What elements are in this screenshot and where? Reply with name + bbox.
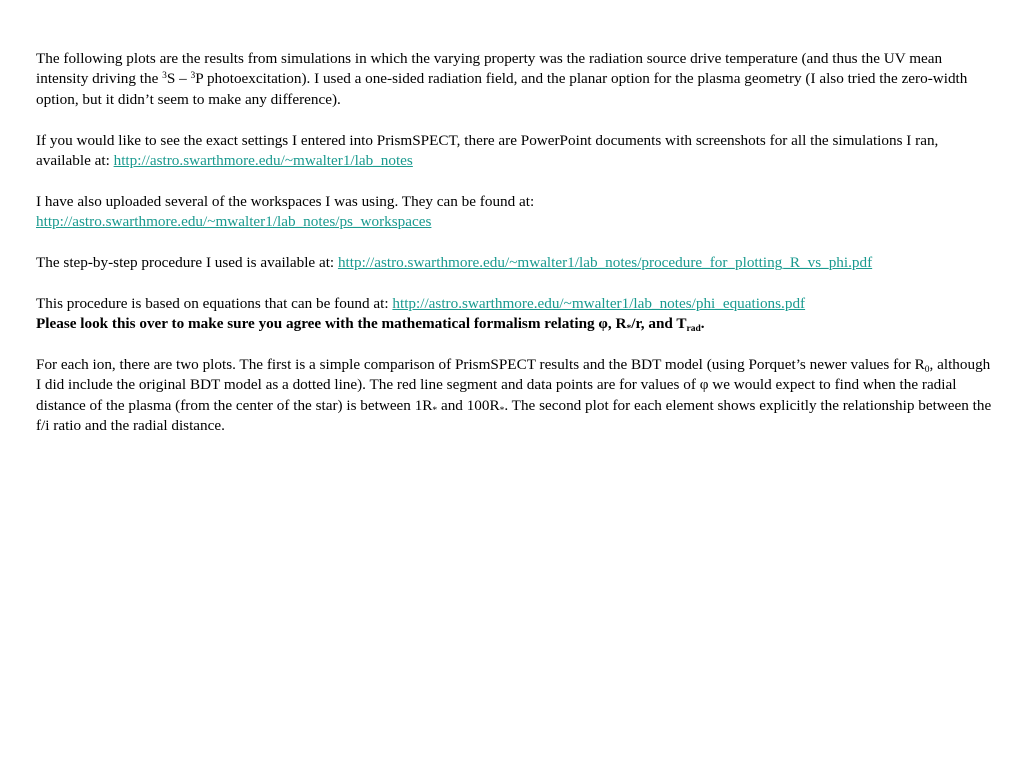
review-text-3: .: [700, 315, 705, 333]
equations-text: This procedure is based on equations that can be found at:: [36, 294, 393, 312]
equations-paragraph: [36, 294, 994, 335]
review-request: [36, 315, 705, 335]
superscript-3: 3: [162, 71, 167, 82]
review-text-1: Please look this over to make sure you agree with the mathematical formalism relating φ, R: [36, 315, 627, 333]
plots-text-1: For each ion, there are two plots. The first is a simple comparison of PrismSPECT results and the BDT model (using Porquet’s newer values for R: [36, 356, 925, 374]
workspaces-paragraph: [36, 192, 994, 233]
subscript-rad: rad: [686, 324, 701, 335]
plots-text-3: and 100R: [437, 396, 500, 414]
plots-text-2: , although I did include the original BDT model as a dotted line). The red line segment and data points are for values of φ we would expect to find when the radial distance of the plasma (from the center of the star) is between 1R: [36, 356, 991, 414]
subscript-star: *: [499, 405, 505, 416]
plots-description-paragraph: [36, 355, 994, 437]
subscript-star: *: [432, 405, 438, 416]
lab-notes-link[interactable]: http://astro.swarthmore.edu/~mwalter1/lab_notes: [113, 152, 413, 170]
subscript-star: *: [626, 324, 632, 335]
intro-text-3: P photoexcitation). I used a one-sided radiation field, and the planar option for the plasma geometry (I also tried the zero-width option, but it didn’t seem to make any difference).: [36, 70, 968, 108]
plots-text-4: . The second plot for each element shows explicitly the relationship between the f/i ratio and the radial distance.: [36, 396, 992, 435]
superscript-3: 3: [190, 71, 196, 82]
workspaces-text: I have also uploaded several of the workspaces I was using. They can be found at:: [36, 192, 535, 210]
procedure-text: The step-by-step procedure I used is available at:: [36, 254, 338, 272]
settings-text: If you would like to see the exact settings I entered into PrismSPECT, there are PowerPoint documents with screenshots for all the simulations I ran, available at:: [36, 131, 939, 170]
procedure-pdf-link[interactable]: http://astro.swarthmore.edu/~mwalter1/lab_notes/procedure_for_plotting_R_vs_phi.pdf: [337, 254, 873, 272]
subscript-0: 0: [924, 365, 930, 376]
settings-paragraph: [36, 131, 994, 172]
intro-paragraph: [36, 49, 994, 110]
phi-equations-link[interactable]: http://astro.swarthmore.edu/~mwalter1/lab_notes/phi_equations.pdf: [392, 294, 806, 312]
review-text-2: /r, and T: [631, 315, 687, 333]
ps-workspaces-link[interactable]: http://astro.swarthmore.edu/~mwalter1/lab_notes/ps_workspaces: [36, 213, 432, 231]
intro-text-1: The following plots are the results from simulations in which the varying property was the radiation source drive temperature (and thus the UV mean intensity driving the: [36, 50, 943, 88]
intro-text-2: S –: [166, 70, 191, 88]
procedure-paragraph: [36, 253, 994, 273]
